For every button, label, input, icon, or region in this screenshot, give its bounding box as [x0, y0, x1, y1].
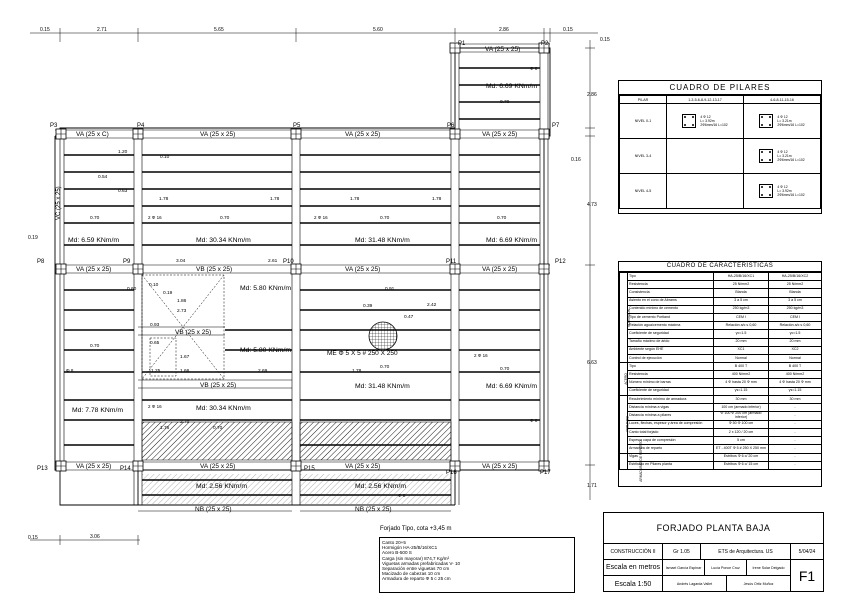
beam-label-vb-stair-2: VB (25 x 25)	[200, 382, 237, 389]
pillar-label-p7: P7	[552, 123, 560, 129]
characteristics-cell: ET - 400T Φ 5 # 250 X 250 mm	[714, 445, 769, 453]
moment-2a: Md: 7.78 KNm/m	[72, 407, 123, 414]
school-label: ETS de Arquitectura. US	[701, 544, 791, 560]
pillar-label-p2: P2	[541, 41, 549, 47]
author-5: Jesús Ortiz Muñoz	[727, 576, 791, 592]
pillar-label-p10: P10	[283, 259, 294, 265]
rebar-text: 2Φ6mm/16 L=102	[777, 193, 805, 197]
dim-ac: 0.70	[90, 344, 100, 349]
pillar-label-p16: P16	[446, 470, 457, 476]
characteristics-cell: Vigas	[628, 453, 714, 461]
pillar-label-p4: P4	[137, 123, 145, 129]
dim-l: 0.70	[497, 216, 507, 221]
characteristics-cell: Relación a/c ≤ 0,60	[769, 322, 822, 330]
rebar-mark-3: 2 Φ 16	[474, 353, 488, 358]
rebar-mark-5: Φ 8	[66, 368, 74, 373]
beam-label-r2-4: VA (25 x 25)	[482, 266, 518, 273]
column-section-icon	[759, 184, 773, 198]
characteristics-cell: 30 mm	[769, 395, 822, 403]
beam-label-r3-4: VA (25 x 25)	[482, 463, 518, 470]
characteristics-cell: Armadura de reparto	[628, 445, 714, 453]
top-dim-7: 0.15	[600, 37, 610, 43]
pillar-label-p3: P3	[50, 123, 58, 129]
mesh-label: ME Φ 5 X 5 # 250 X 250	[327, 350, 398, 357]
pillar-label-p17: P17	[540, 470, 551, 476]
rebar-text: L= 3.21m	[777, 119, 792, 123]
characteristics-cell: HA-25/B/16/XC2	[769, 273, 822, 281]
pillar-cell-3-1	[667, 174, 744, 209]
moment-top: Md: 6.69 KNm/m	[486, 83, 537, 90]
characteristics-cell: Blanda	[769, 289, 822, 297]
pillar-level-3: NIVEL 4-5	[620, 174, 667, 209]
characteristics-cell: 100 cm (armado inferior)	[714, 404, 769, 412]
bottom-dim-1: 3.06	[90, 534, 100, 540]
dim-y: 1.25	[151, 369, 161, 374]
dim-n: 2.61	[268, 259, 278, 264]
bottom-dimension-line	[30, 535, 140, 545]
characteristics-title: CUADRO DE CARACTERÍSTICAS	[619, 262, 821, 272]
pillar-label-p8: P8	[37, 259, 45, 265]
characteristics-cell: Número mínimo de barras	[628, 379, 714, 387]
beam-label-r1-2: VA (25 x 25)	[200, 131, 236, 138]
beam-label-r3-1: VA (25 x 25)	[76, 463, 112, 470]
characteristics-cell: 30 mm	[714, 395, 769, 403]
pillar-label-p12: P12	[555, 259, 566, 265]
top-dim-4: 5.60	[373, 27, 383, 33]
title-block	[603, 512, 824, 592]
group-label-text: ARMADURAS DE REPARTO	[638, 440, 643, 483]
rebar-text: L= 3.92m	[700, 119, 715, 123]
characteristics-cell: 3 a 5 cm	[769, 297, 822, 305]
characteristics-cell: γs=1.15	[714, 387, 769, 395]
characteristics-cell: γs=1.15	[769, 387, 822, 395]
characteristics-cell: 25 N/mm2	[714, 281, 769, 289]
characteristics-cell: Estribado en Pilares planta	[628, 461, 714, 469]
scale-metres-label: Escala en metros	[604, 560, 663, 576]
pillar-label-p11: P11	[446, 259, 457, 265]
dim-r: 0.10	[149, 283, 159, 288]
characteristics-cell: Tamaño máximo de árido	[628, 338, 714, 346]
moment-1c: Md: 31.48 KNm/m	[355, 237, 410, 244]
characteristics-cell: Blanda	[714, 289, 769, 297]
dim-x: 1.67	[180, 355, 190, 360]
mesh-symbol	[369, 322, 397, 350]
note-line: Acero B-500 S	[382, 550, 412, 556]
dim-ae: 1.76	[160, 426, 170, 431]
sheet-number: F1	[798, 568, 816, 584]
left-dim-2: 0.15	[28, 535, 38, 541]
characteristics-cell: -	[769, 461, 822, 469]
characteristics-cell: HA-25/B/16/XC1	[714, 273, 769, 281]
characteristics-cell: Recubrimiento mínimo de armadura	[628, 395, 714, 403]
characteristics-cell: -	[769, 445, 822, 453]
dim-j: 0.70	[220, 216, 230, 221]
dim-ab: 1.78	[352, 369, 362, 374]
right-dimension-line	[585, 40, 595, 500]
top-dim-3: 5.65	[214, 27, 224, 33]
dim-ad: 0.70	[380, 365, 390, 370]
rebar-text: 4 Φ 12	[700, 115, 711, 119]
dim-a: 1.20	[118, 150, 128, 155]
dim-q: 0.39	[363, 304, 373, 309]
dim-af: 2.70	[180, 420, 190, 425]
pillar-header-pilar: PILAR	[620, 96, 667, 104]
note-line: Armadura de reparto Φ 5 c 25 cm	[382, 576, 451, 582]
characteristics-cell: Estribos Φ 6 c/ 20 cm	[714, 453, 769, 461]
date-label: 5/04/24	[791, 544, 823, 560]
note-line: Carga (sin mayorar) 874,7 Kg/m²	[382, 555, 450, 561]
beam-label-r2-2: VB (25 x 25)	[196, 266, 233, 273]
dim-c: 0.54	[98, 175, 108, 180]
characteristics-cell: Canto total forjado	[628, 428, 714, 436]
top-dim-1: 0.15	[40, 27, 50, 33]
column-section-icon	[759, 149, 773, 163]
rebar-text: 4 Φ 12	[777, 150, 788, 154]
rebar-mark-7: Φ 8	[398, 493, 406, 498]
characteristics-cell: 250 kg/m3	[714, 305, 769, 313]
characteristics-cell: -	[769, 412, 822, 421]
dim-t: 1.86	[177, 299, 187, 304]
group-label-text: ACERO	[623, 373, 628, 385]
note-line: Hormigón HA-25/B/16/XC1	[382, 545, 438, 551]
dim-v: 0.93	[150, 323, 160, 328]
right-dim-2: 0.16	[571, 157, 581, 163]
rebar-text: 2Φ6mm/16 L=102	[777, 123, 805, 127]
moment-2b: Md: 30.34 KNm/m	[196, 405, 251, 412]
characteristics-cell: Φ 50 Φ 100 cm	[714, 420, 769, 428]
dim-side: 0.70	[500, 367, 510, 372]
beam-label-nb-2: NB (25 x 25)	[355, 506, 392, 513]
right-dim-4: 6.63	[587, 360, 597, 366]
rebar-mark-6: Φ 8	[530, 66, 538, 71]
dim-f: 1.78	[270, 197, 280, 202]
dim-b: 0.10	[160, 155, 170, 160]
right-dim-3: 4.73	[587, 202, 597, 208]
rebar-mark-2: 2 Φ 16	[314, 215, 328, 220]
author-3: Irene Solar Delgado	[747, 560, 791, 576]
dim-d: 0.63	[118, 189, 128, 194]
beam-label-r2-1: VA (25 x 25)	[76, 266, 112, 273]
characteristics-cell: Coeficiente de seguridad	[628, 330, 714, 338]
dim-aa: 2.69	[258, 369, 268, 374]
characteristics-table	[618, 261, 822, 487]
beam-label-vertical: VC (25 x 25)	[56, 186, 62, 220]
characteristics-cell: γc=1.5	[769, 330, 822, 338]
note-line: Macizado de cabezas 10 cm	[382, 571, 441, 577]
characteristics-cell: 250 kg/m3	[769, 305, 822, 313]
dim-m: 3.04	[176, 259, 186, 264]
moment-stair-b: Md: 5.80 KNm/m	[240, 347, 291, 354]
moment-1a: Md: 6.59 KNm/m	[68, 237, 119, 244]
pillar-cell-2-2	[744, 139, 821, 174]
pillar-label-p1: P1	[458, 41, 466, 47]
characteristics-cell: Estribos Φ 6 c/ 15 cm	[714, 461, 769, 469]
characteristics-cell: 400 N/mm2	[714, 371, 769, 379]
characteristics-cell: B 400 T	[714, 363, 769, 371]
characteristics-cell: -	[769, 453, 822, 461]
characteristics-cell: Contenido mínimo de cemento	[628, 305, 714, 313]
dim-w: 0.65	[150, 341, 160, 346]
characteristics-cell: Tipo	[628, 363, 714, 371]
pillar-schedule-table	[618, 80, 822, 214]
characteristics-cell: 5 cm	[714, 437, 769, 445]
rebar-text: L= 3.92m	[777, 189, 792, 193]
author-4: Andrés Lagarda Vallet	[663, 576, 727, 592]
floor-type-caption: Forjado Tipo, cota +3,45 m	[380, 526, 452, 532]
notes-box	[379, 537, 575, 593]
pillars	[56, 43, 549, 471]
top-dim-5: 2.86	[499, 27, 509, 33]
dim-ai: 0.47	[404, 315, 414, 320]
characteristics-cell: CEM I	[714, 313, 769, 321]
characteristics-cell: Relación a/c ≤ 0,60	[714, 322, 769, 330]
drawing-title: FORJADO PLANTA BAJA	[604, 513, 823, 544]
characteristics-cell: 25 N/mm2	[769, 281, 822, 289]
characteristics-cell: -	[769, 420, 822, 428]
rebar-text: 4 Φ 12	[777, 115, 788, 119]
construction-label: CONSTRUCCIÓN II	[604, 544, 663, 560]
dim-ak: 0.70	[500, 100, 510, 105]
beam-label-r3-2: VA (25 x 25)	[200, 463, 236, 470]
moment-2c: Md: 31.48 KNm/m	[355, 383, 410, 390]
beam-label-r3-3: VA (25 x 25)	[345, 463, 381, 470]
dim-h: 1.78	[432, 197, 442, 202]
scale-label: Escala 1:50	[604, 576, 663, 592]
characteristics-cell: XC2	[769, 346, 822, 354]
pillar-schedule-title: CUADRO DE PILARES	[619, 81, 821, 95]
beam-label-vb-stair-1: VB (25 x 25)	[175, 329, 212, 336]
beam-label-r1-4: VA (25 x 25)	[482, 131, 518, 138]
rebar-text: L= 3.21m	[777, 154, 792, 158]
group-label-text: HORMIGÓN	[627, 308, 632, 327]
beam-label-nb-1: NB (25 x 25)	[195, 506, 232, 513]
right-dim-1: 2.86	[587, 92, 597, 98]
note-line: Viguetas armadas prefabricadas V- 10	[382, 560, 461, 566]
pillar-level-2: NIVEL 3-4	[620, 139, 667, 174]
top-dim-6: 0.15	[563, 27, 573, 33]
top-dim-2: 2.71	[97, 27, 107, 33]
pillar-label-p13: P13	[37, 466, 48, 472]
beam-label-r2-3: VA (25 x 25)	[345, 266, 381, 273]
characteristics-cell: -	[769, 437, 822, 445]
characteristics-cell: 4 Φ hasta 20 Φ mm	[714, 379, 769, 387]
dim-g: 1.78	[350, 197, 360, 202]
characteristics-cell: Control de ejecución	[628, 354, 714, 362]
characteristics-cell: 20 mm	[769, 338, 822, 346]
group-label	[620, 395, 628, 453]
group-label-text: FORJADO	[625, 416, 630, 432]
characteristics-cell: Resistencia	[628, 281, 714, 289]
characteristics-cell: Luces, flechas, espesor y área de compresión	[628, 420, 714, 428]
pillar-label-p14: P14	[120, 466, 131, 472]
pillar-header-group2: 4-6-8-11-15-16	[744, 96, 821, 104]
characteristics-cell: 20 mm	[714, 338, 769, 346]
characteristics-cell: Tipo de cemento Portland	[628, 313, 714, 321]
pillar-header-group1: 1-3-5-6-8-9-12-13-17	[667, 96, 744, 104]
group-label	[620, 273, 632, 363]
dim-u: 2.73	[177, 309, 187, 314]
rebar-mark-8: Φ 8	[530, 418, 538, 423]
moment-3a: Md: 2.56 KNm/m	[196, 483, 247, 490]
moment-stair-a: Md: 5.80 KNm/m	[240, 285, 291, 292]
column-section-icon	[759, 114, 773, 128]
dim-s: 0.19	[163, 291, 173, 296]
top-dimension-line	[30, 28, 598, 42]
moment-3b: Md: 2.56 KNm/m	[355, 483, 406, 490]
characteristics-cell: 3 a 5 cm	[714, 297, 769, 305]
author-2: Lucía Ponce Cruz	[705, 560, 747, 576]
characteristics-cell: Distancia mínima a vigas	[628, 404, 714, 412]
group-label: Gr 1.05	[663, 544, 701, 560]
characteristics-cell: Φ 100 Φ 200 cm (armado inferior)	[714, 412, 769, 421]
dim-i: 0.70	[90, 216, 100, 221]
pillar-label-p5: P5	[293, 123, 301, 129]
dim-k: 0.70	[380, 216, 390, 221]
note-line: Canto 20+5	[382, 540, 406, 545]
characteristics-cell: Tipo	[628, 273, 714, 281]
characteristics-cell: Ambiente según EHE	[628, 346, 714, 354]
characteristics-cell: 4 Φ hasta 20 Φ mm	[769, 379, 822, 387]
beam-label-r1-1: VA (25 x C)	[76, 131, 109, 138]
characteristics-cell: -	[769, 404, 822, 412]
characteristics-cell: Resistencia	[628, 371, 714, 379]
dim-ah: 0.60	[127, 287, 137, 292]
pillar-cell-3-2	[744, 174, 821, 209]
dim-p: 2.42	[427, 303, 437, 308]
group-label	[620, 363, 628, 396]
rebar-text: 2Φ6mm/16 L=102	[700, 123, 728, 127]
rebar-mark-1: 2 Φ 16	[148, 215, 162, 220]
author-1: Ismael García Espinar	[663, 560, 705, 576]
pillar-cell-1-1	[667, 104, 744, 139]
characteristics-cell: B 400 T	[769, 363, 822, 371]
hatched-zone-right	[300, 422, 451, 460]
characteristics-cell: Espesor capa de compresión	[628, 437, 714, 445]
moment-1b: Md: 30.34 KNm/m	[196, 237, 251, 244]
characteristics-cell: Normal	[714, 354, 769, 362]
column-section-icon	[682, 114, 696, 128]
moment-1d: Md: 6.69 KNm/m	[486, 237, 537, 244]
pillar-label-p9: P9	[123, 259, 131, 265]
characteristics-cell: 400 N/mm2	[769, 371, 822, 379]
beam-label-r1-3: VA (25 x 25)	[345, 131, 381, 138]
pillar-label-p15: P15	[304, 466, 315, 472]
characteristics-cell: Consistencia	[628, 289, 714, 297]
characteristics-cell: Asiento en el cono de Abrams	[628, 297, 714, 305]
characteristics-cell: 2 x 120 / 20 cm	[714, 428, 769, 436]
characteristics-cell: Relación agua/cemento máxima	[628, 322, 714, 330]
dim-e: 1.78	[159, 197, 169, 202]
dim-z: 1.66	[180, 369, 190, 374]
left-dim-1: 0.19	[28, 235, 38, 241]
characteristics-cell: CEM I	[769, 313, 822, 321]
characteristics-cell: γc=1.5	[714, 330, 769, 338]
right-dim-5: 1.71	[587, 483, 597, 489]
pillar-label-p6: P6	[447, 123, 455, 129]
rebar-mark-4: 2 Φ 16	[148, 404, 162, 409]
characteristics-cell: -	[769, 428, 822, 436]
characteristics-cell: XC1	[714, 346, 769, 354]
characteristics-cell: Normal	[769, 354, 822, 362]
moment-2d: Md: 6.69 KNm/m	[486, 383, 537, 390]
characteristics-cell: Coeficiente de seguridad	[628, 387, 714, 395]
pillar-crosses	[56, 43, 549, 471]
pillar-level-1: NIVEL 0-1	[620, 104, 667, 139]
pillar-cell-2-1	[667, 139, 744, 174]
dim-ag: 0.70	[213, 426, 223, 431]
dim-o: 0.91	[385, 287, 395, 292]
rebar-text: 4 Φ 12	[777, 185, 788, 189]
beam-label-p1-p2: VA (25 x 25)	[485, 46, 521, 53]
characteristics-cell: Distancia mínima a pilares	[628, 412, 714, 421]
note-line: Separación entre viguetas 70 cm	[382, 566, 450, 572]
rebar-text: 2Φ6mm/16 L=102	[777, 158, 805, 162]
pillar-cell-1-2	[744, 104, 821, 139]
